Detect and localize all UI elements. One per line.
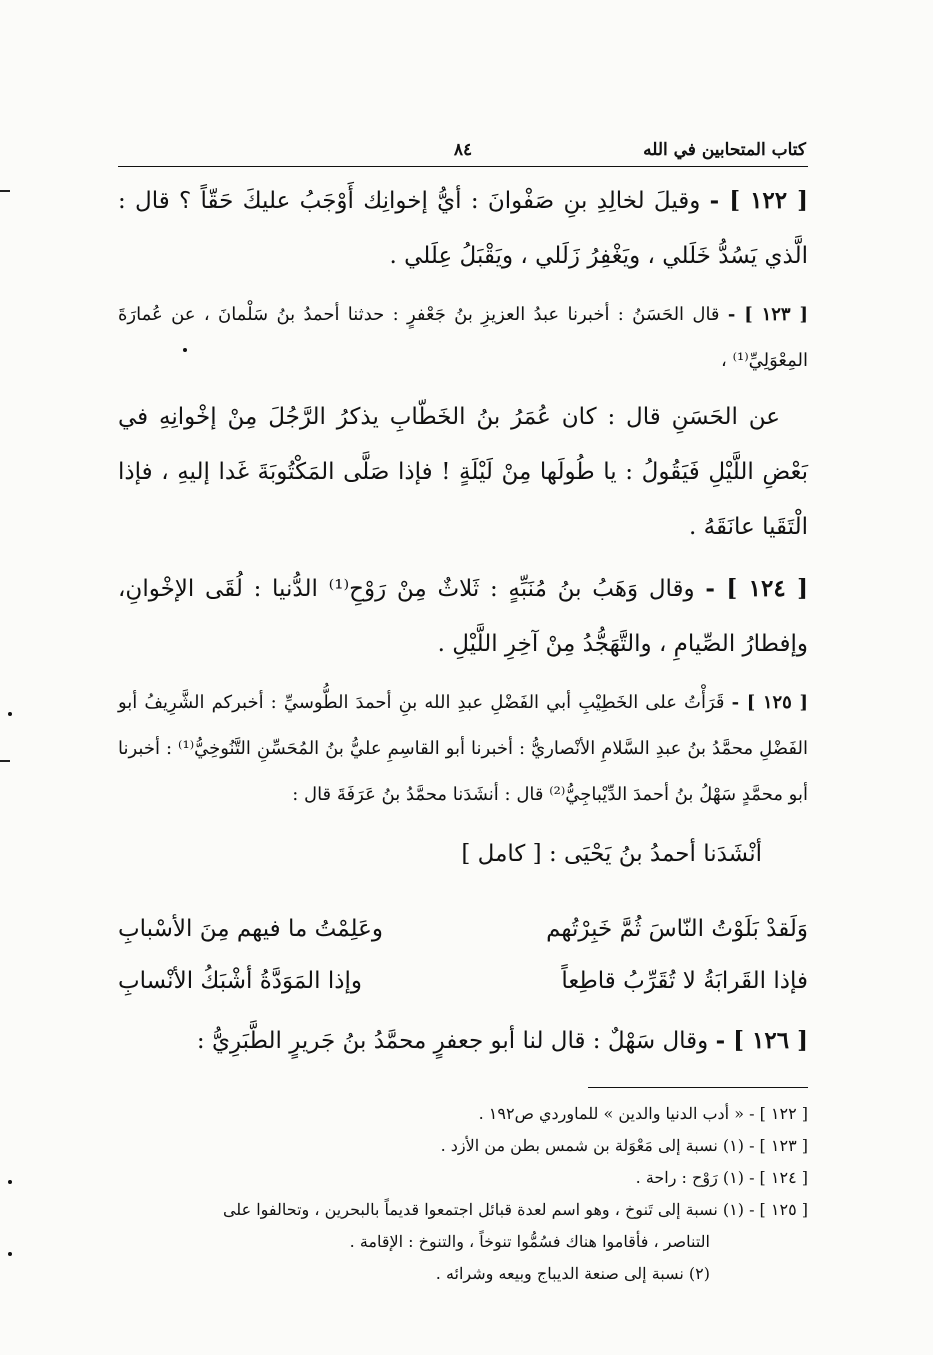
entry-text: وقيلَ لخالِدِ بنِ صَفْوانَ : أيُّ إخوانِك أَوْجَبُ عليكَ حَقّاً ؟ قال : الَّذي يَسُدُّ خَلَلي ، ويَغْفِرُ زَلَلي ، ويَقْبَلُ عِلَلي . [118,188,808,269]
entry-text: وقال وَهَبُ بنُ مُنَبِّهٍ : ثَلاثٌ مِنْ رَوْحِ⁽¹⁾ الدُّنيا : لُقَى الإخْوانِ، وإفطارُ الصِّيامِ ، والتَّهَجُّدُ مِنْ آخِرِ اللَّيْلِ . [118,576,808,657]
footnotes [118,1098,808,1290]
entry-122 [118,173,808,284]
scan-speck [183,348,187,352]
poem-verse [118,903,808,955]
entry-124 [118,561,808,672]
verse-first-hemistich: وَلَقدْ بَلَوْتُ النّاسَ ثُمَّ خَبِرْتُهم [546,916,808,942]
entry-123-body: عن الحَسَنِ قال : كان عُمَرُ بنُ الخَطّابِ يذكرُ الرَّجُلَ مِنْ إخْوانِهِ في بَعْضِ اللَّيْلِ فَيَقُولُ : يا طُولَها مِنْ لَيْلَةٍ ! فإذا صَلَّى المَكْتُوبَةَ غَدا إليهِ ، فإذا الْتَقَيا عانَقَهُ . [118,404,808,540]
verse-first-hemistich: فإذا القَرابَةُ لا تُقَرِّبُ قاطِعاً [561,968,808,994]
entry-123-isnad [118,292,808,384]
page-number: ٨٤ [453,140,473,160]
scan-mark [0,760,10,762]
entry-text: وقال سَهْلٌ : قال لنا أبو جعفرٍ محمَّدُ بنُ جَريرٍ الطَّبَرِيُّ : [196,1028,716,1054]
entry-number: [ ١٢٤ ] - [705,575,809,602]
scan-speck [8,1180,12,1184]
book-title: كتاب المتحابين في الله [643,140,806,160]
footnote: [ ١٢٣ ] - (١) نسبة إلى مَعْوَلة بن شمس بطن من الأزد . [440,1136,808,1155]
running-header [118,140,808,167]
footnote: (٢) نسبة إلى صنعة الديباج وبيعه وشرائه . [435,1264,710,1283]
book-page [118,140,808,1290]
entry-number: [ ١٢٥ ] - [731,692,808,713]
entry-number: [ ١٢٣ ] - [727,304,808,325]
scan-speck [8,1252,12,1256]
verse-second-hemistich: وعَلِمْتُ ما فيهم مِنَ الأسْبابِ [118,916,383,942]
footnote-continuation: التناصر ، فأقاموا هناك فسُمُّوا تنوخاً ، والتنوخ : الإقامة . [349,1232,710,1251]
entry-125 [118,680,808,818]
poem-verse [118,955,808,1007]
entry-number: [ ١٢٦ ] - [715,1027,808,1054]
verse-second-hemistich: وإذا المَوَدَّةُ أشْبَكُ الأنْسابِ [118,968,363,994]
poem-intro: أنْشَدَنا أحمدُ بنُ يَحْيَى : [ كامل ] [461,841,762,867]
scan-speck [8,712,12,716]
footnote: [ ١٢٢ ] - « أدب الدنيا والدين » للماوردي ص١٩٢ . [478,1104,808,1123]
footnote-separator [588,1087,808,1088]
footnote: [ ١٢٥ ] - (١) نسبة إلى تَنوخ ، وهو اسم لعدة قبائل اجتمعوا قديماً بالبحرين ، وتحالفوا على [222,1200,808,1219]
entry-isnad: قال الحَسَنُ : أخبرنا عبدُ العزيزِ بنُ جَعْفرٍ : حدثنا أحمدُ بنُ سَلْمانَ ، عن عُمارَةَ المِعْوَلِيِّ⁽¹⁾ ، [118,304,808,371]
scan-mark [0,190,10,192]
entry-126 [118,1013,808,1069]
footnote: [ ١٢٤ ] - (١) رَوْح : راحة . [635,1168,808,1187]
entry-text: قَرَأْتُ على الخَطِيْبِ أبي الفَضْلِ عبدِ الله بنِ أحمدَ الطُّوسيِّ : أخبركم الشَّرِيفُ أبو الفَضْلِ محمَّدُ بنُ عبدِ السَّلامِ الأنْصاريُّ : أخبرنا أبو القاسِمِ عليُّ بنُ المُحَسِّنِ التَّنُوخِيُّ⁽¹⁾ : أخبرنا أبو محمَّدٍ سَهْلُ بنُ أحمدَ الدِّيْباجِيُّ⁽²⁾ قال : أنشَدَنا محمَّدُ بنُ عَرَفَةَ قال : [118,692,808,805]
entry-number: [ ١٢٢ ] - [709,187,809,214]
